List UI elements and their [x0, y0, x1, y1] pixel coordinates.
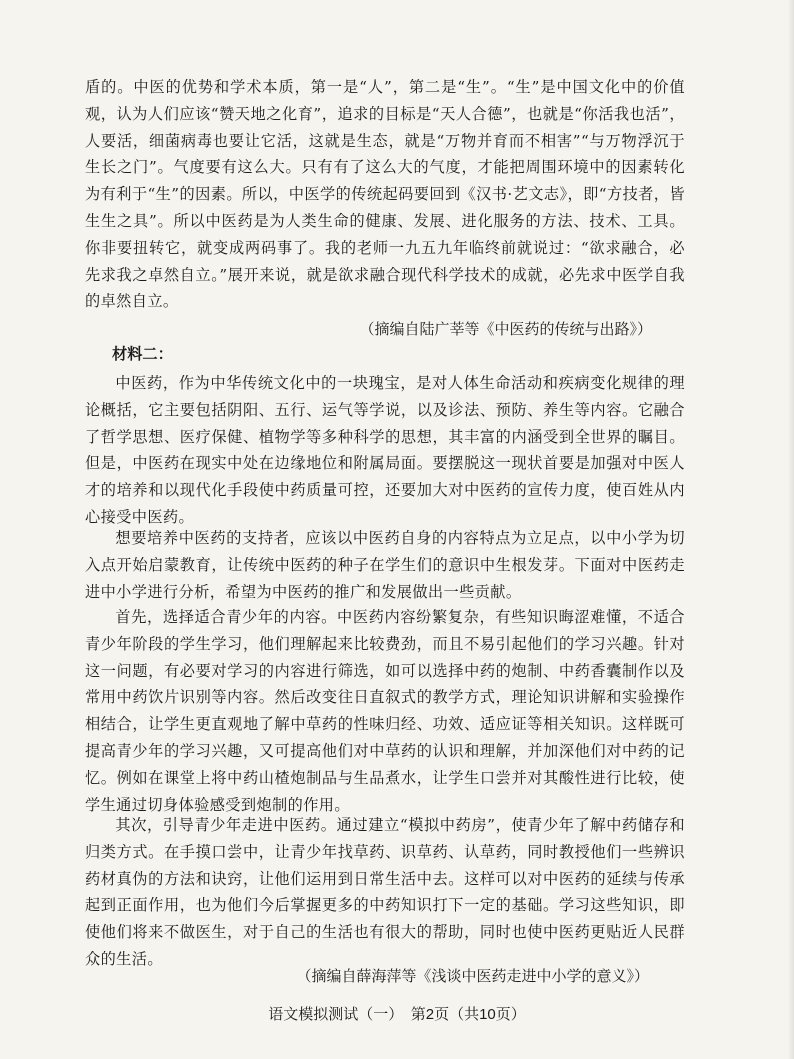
material-2-paragraph-1: 中医药，作为中华传统文化中的一块瑰宝，是对人体生命活动和疾病变化规律的理论概括，它主要包括阴阳、五行、运气等学说，以及诊法、预防、养生等内容。它融合了哲学思想、医疗保健、植物学等多种科学的思想，其丰富的内涵受到全世界的瞩目。但是，中医药在现实中处在边缘地位和附属局面。要摆脱这一现状首要是加强对中医人才的培养和以现代化手段使中药质量可控，还要加大对中医药的宣传力度，使百姓从内心接受中医药。 [85, 374, 685, 526]
material-2-paragraph-3: 首先，选择适合青少年的内容。中医药内容纷繁复杂，有些知识晦涩难懂，不适合青少年阶段的学生学习，他们理解起来比较费劲，而且不易引起他们的学习兴趣。针对这一问题，有必要对学习的内容进行筛选，如可以选择中药的炮制、中药香囊制作以及常用中药饮片识别等内容。然后改变往日直叙式的教学方式，理论知识讲解和实验操作相结合，让学生更直观地了解中草药的性味归经、功效、适应证等相关知识。这样既可提高青少年的学习兴趣，又可提高他们对中草药的认识和理解，并加深他们对中药的记忆。例如在课堂上将中药山楂炮制品与生品煮水，让学生口尝并对其酸性进行比较，使学生通过切身体验感受到炮制的作用。 [85, 608, 685, 814]
source-citation-2: （摘编自薛海萍等《浅谈中医药走进中小学的意义》） [296, 968, 649, 985]
page-footer: 语文模拟测试（一） 第2页（共10页） [268, 1006, 526, 1023]
material-2-paragraph-2: 想要培养中医药的支持者，应该以中医药自身的内容特点为立足点，以中小学为切入点开始启蒙教育，让传统中医药的种子在学生们的意识中生根发芽。下面对中医药走进中小学进行分析，希望为中医药的推广和发展做出一些贡献。 [85, 529, 685, 601]
page-edge-shadow [788, 0, 794, 1059]
continuation-paragraph: 盾的。中医的优势和学术本质，第一是“人”，第二是“生”。“生”是中国文化中的价值观，认为人们应该“赞天地之化育”，追求的目标是“天人合德”，也就是“你活我也活”，人要活，细菌病毒也要让它活，这就是生态，就是“万物并育而不相害”“与万物浮沉于生长之门”。气度要有这么大。只有有了这么大的气度，才能把周围环境中的因素转化为有利于“生”的因素。所以，中医学的传统起码要回到《汉书·艺文志》，即“方技者，皆生生之具”。所以中医药是为人类生命的健康、发展、进化服务的方法、技术、工具。你非要扭转它，就变成两码事了。我的老师一九五九年临终前就说过：“欲求融合，必先求我之卓然自立。”展开来说，就是欲求融合现代科学技术的成就，必先求中医学自我的卓然自立。 [85, 78, 685, 311]
material-2-paragraph-4: 其次，引导青少年走进中医药。通过建立“模拟中药房”，使青少年了解中药储存和归类方式。在手摸口尝中，让青少年找草药、识草药、认草药，同时教授他们一些辨识药材真伪的方法和诀窍，让他们运用到日常生活中去。这样可以对中医药的延续与传承起到正面作用，也为他们今后掌握更多的中药知识打下一定的基础。学习这些知识，即使他们将来不做医生，对于自己的生活也有很大的帮助，同时也使中医药更贴近人民群众的生活。 [85, 816, 685, 968]
source-citation-1: （摘编自陆广莘等《中医药的传统与出路》） [359, 321, 652, 338]
material-2-label: 材料二： [112, 346, 173, 363]
